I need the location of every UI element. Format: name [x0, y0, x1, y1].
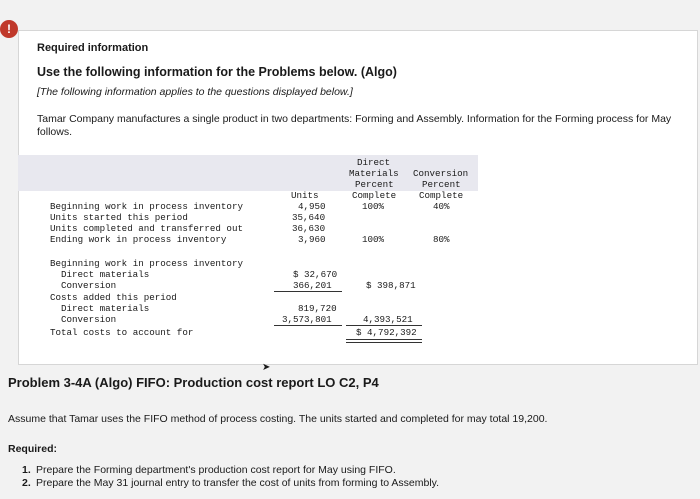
conv-header-3: Complete	[419, 190, 464, 201]
total-double-rule	[346, 339, 422, 343]
row-dm: 100%	[362, 234, 385, 245]
row-conv: 80%	[433, 234, 450, 245]
row-units: 3,960	[298, 234, 326, 245]
conv2-label: Conversion	[61, 314, 117, 325]
total-label: Total costs to account for	[50, 327, 194, 338]
applies-note: [The following information applies to the questions displayed below.]	[37, 86, 353, 98]
conv2-value: 3,573,801	[282, 314, 332, 325]
required-info-heading: Required information	[37, 42, 149, 54]
bwip-label: Beginning work in process inventory	[50, 258, 243, 269]
dm-header-2: Materials	[349, 168, 399, 179]
dm-header-3: Percent	[355, 179, 394, 190]
required-steps	[22, 464, 439, 490]
row-conv: 40%	[433, 201, 450, 212]
intro-paragraph: Tamar Company manufactures a single product in two departments: Forming and Assembly. Information for the Forming process for May follows.	[37, 113, 672, 138]
units-header: Units	[291, 190, 319, 201]
step-item: 2. Prepare the May 31 journal entry to transfer the cost of units from forming to Assembly.	[22, 477, 440, 489]
assumption-text: Assume that Tamar uses the FIFO method of process costing. The units started and completed for may total 19,200.	[8, 413, 548, 425]
subtotal-rule	[274, 325, 342, 326]
conv-value: 366,201	[293, 280, 332, 291]
row-label: Beginning work in process inventory	[50, 201, 243, 212]
dm2-value: 819,720	[298, 303, 337, 314]
conv-label: Conversion	[61, 280, 117, 291]
row-label: Ending work in process inventory	[50, 234, 227, 245]
step-item: 1. Prepare the Forming department's production cost report for May using FIFO.	[22, 464, 396, 476]
row-label: Units started this period	[50, 212, 188, 223]
problem-title: Problem 3-4A (Algo) FIFO: Production cost report LO C2, P4	[8, 375, 379, 390]
row-dm: 100%	[362, 201, 385, 212]
dm-label: Direct materials	[61, 269, 150, 280]
dm2-label: Direct materials	[61, 303, 150, 314]
conv-header-2: Percent	[422, 179, 461, 190]
dm-header-4: Complete	[352, 190, 397, 201]
added-label: Costs added this period	[50, 292, 177, 303]
added-total: 4,393,521	[363, 314, 413, 325]
row-units: 35,640	[292, 212, 326, 223]
bwip-total: $ 398,871	[366, 280, 416, 291]
dm-header-1: Direct	[357, 157, 391, 168]
required-heading: Required:	[8, 443, 58, 455]
total-rule	[346, 325, 422, 326]
cursor-icon: ➤	[262, 362, 271, 373]
row-units: 36,630	[292, 223, 326, 234]
alert-icon: !	[0, 20, 18, 38]
subtotal-rule	[274, 291, 342, 292]
conv-header-1: Conversion	[413, 168, 469, 179]
total-value: $ 4,792,392	[356, 327, 417, 338]
use-info-title: Use the following information for the Problems below. (Algo)	[37, 65, 397, 79]
row-units: 4,950	[298, 201, 326, 212]
dm-value: $ 32,670	[293, 269, 338, 280]
row-label: Units completed and transferred out	[50, 223, 243, 234]
